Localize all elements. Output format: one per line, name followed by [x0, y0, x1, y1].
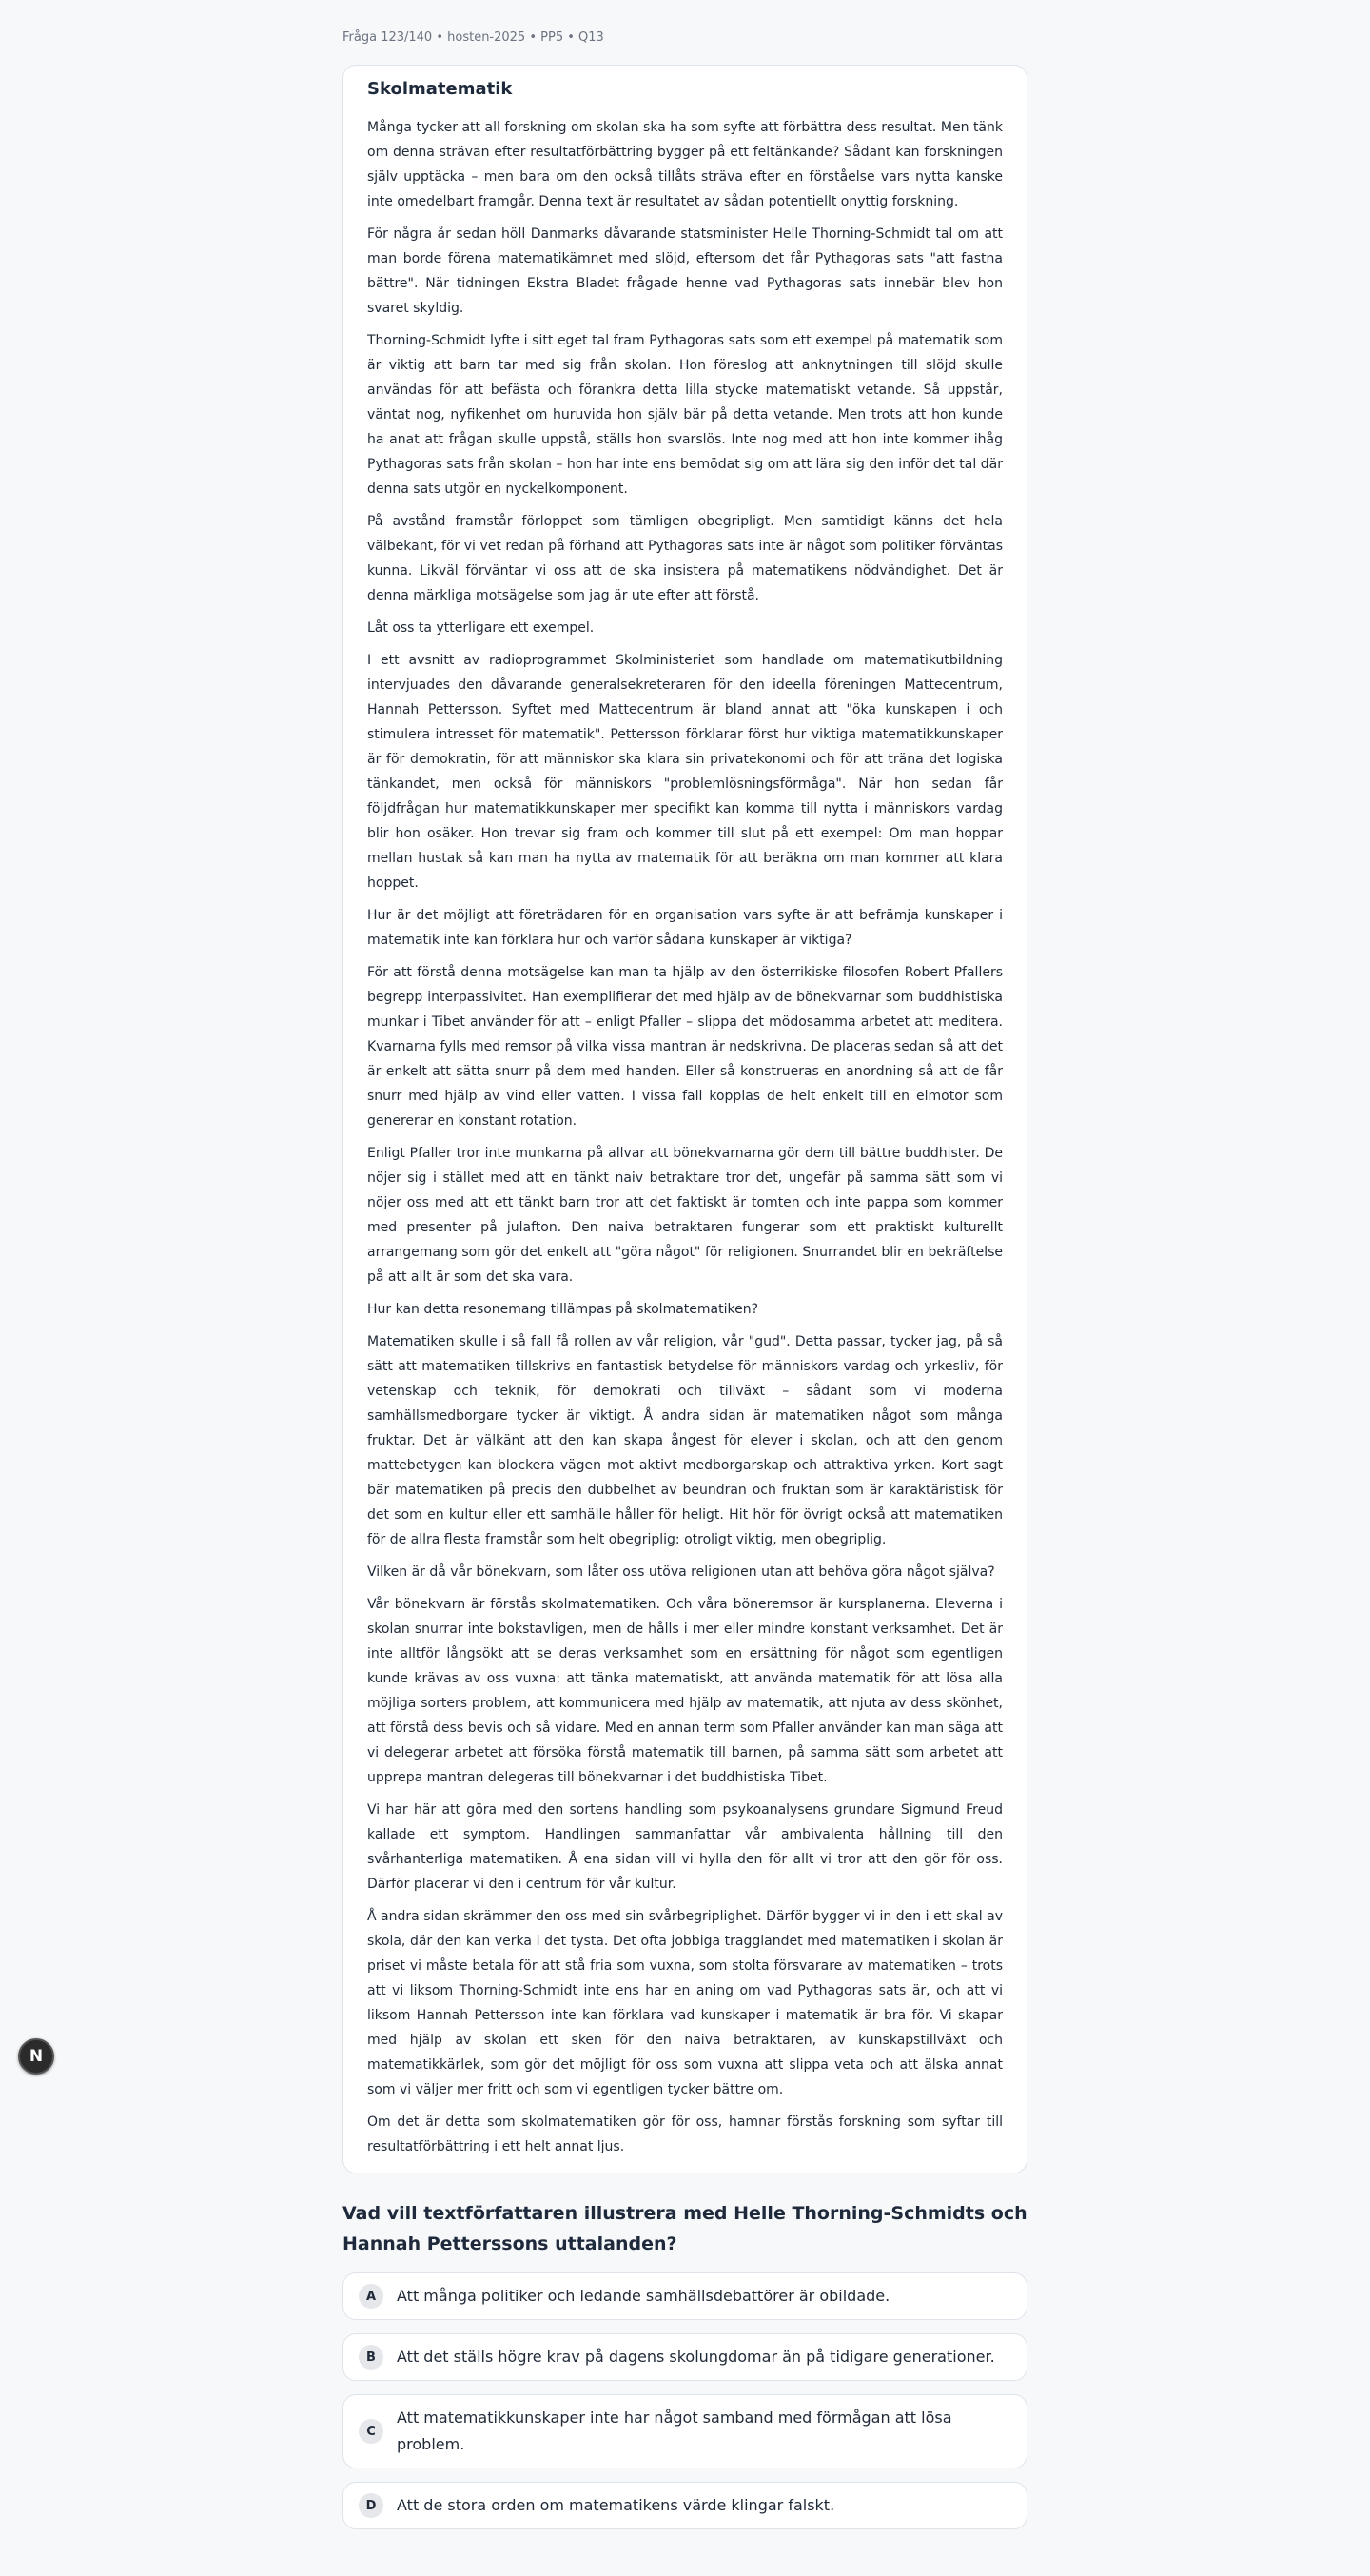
option-letter-badge: C [359, 2419, 383, 2444]
article-paragraph: Vi har här att göra med den sortens handling som psykoanalysens grundare Sigmund Freud kallade ett symptom. Handlingen sammanfattar vår ambivalenta hållning till den svårhanterliga matematiken. Å ena sidan vill vi hylla den för allt vi tror att den gör för oss. Därför placerar vi den i centrum för vår kultur. [367, 1802, 1003, 1892]
main-column [342, 0, 1028, 2543]
article-paragraph: För några år sedan höll Danmarks dåvarande statsminister Helle Thorning-Schmidt tal om att man borde förena matematikämnet med slöjd, eftersom det får Pythagoras sats "att fastna bättre". När tidningen Ekstra Bladet frågade henne vad Pythagoras sats innebär blev hon svaret skyldig. [367, 226, 1003, 316]
n-logo-icon: N [29, 2047, 44, 2066]
article-paragraph: Thorning-Schmidt lyfte i sitt eget tal fram Pythagoras sats som ett exempel på matematik som är viktig att barn tar med sig från skolan. Hon föreslog att anknytningen till slöjd skulle användas för att befästa och förankra detta lilla stycke matematiskt vetande. Så uppstår, väntat nog, nyfikenhet om huruvida hon själv bär på detta vetande. Men trots att hon kunde ha anat att frågan skulle uppstå, ställs hon svarslös. Inte nog med att hon inte kommer ihåg Pythagoras sats från skolan – hon har inte ens bemödat sig om att lära sig den inför det tal där denna sats utgör en nyckelkomponent. [367, 333, 1003, 497]
article-paragraph: Vår bönekvarn är förstås skolmatematiken. Och våra böneremsor är kursplanerna. Eleverna i skolan snurrar inte bokstavligen, men de hålls i mer eller mindre konstant verksamhet. Det är inte alltför långsökt att se deras verksamhet som en ersättning för något som egentligen kunde krävas av oss vuxna: att tänka matematiskt, att använda matematik för att lösa alla möjliga sorters problem, att kommunicera med hjälp av matematik, att njuta av dess skönhet, att förstå dess bevis och så vidare. Med en annan term som Pfaller använder kan man säga att vi delegerar arbetet att försöka förstå matematik till barnen, på samma sätt som arbetet att upprepa mantran delegeras till bönekvarnar i det buddhistiska Tibet. [367, 1597, 1003, 1785]
article-paragraph: Hur är det möjligt att företrädaren för en organisation vars syfte är att befrämja kunskaper i matematik inte kan förklara hur och varför sådana kunskaper är viktiga? [367, 908, 1003, 948]
option-text: Att det ställs högre krav på dagens skolungdomar än på tidigare generationer. [397, 2348, 995, 2366]
option-letter-badge: B [359, 2345, 383, 2370]
option-b[interactable] [342, 2333, 1028, 2381]
article-paragraph: Enligt Pfaller tror inte munkarna på allvar att bönekvarnarna gör dem till bättre buddhister. De nöjer sig i stället med att en tänkt naiv betraktare tror det, ungefär på samma sätt som vi nöjer oss med att ett tänkt barn tror att det faktiskt är tomten och inte pappa som kommer med presenter på julafton. Den naiva betraktaren fungerar som ett praktiskt kulturellt arrangemang som gör det enkelt att "göra något" för religionen. Snurrandet blir en bekräftelse på att allt är som det ska vara. [367, 1146, 1003, 1285]
article-paragraph: Matematiken skulle i så fall få rollen av vår religion, vår "gud". Detta passar, tycker jag, på så sätt att matematiken tillskrivs en fantastisk betydelse för människors vardag och yrkesliv, för vetenskap och teknik, för demokrati och tillväxt – sådant som vi moderna samhällsmedborgare tycker är viktigt. Å andra sidan är matematiken något som många fruktar. Det är välkänt att den kan skapa ångest för elever i skolan, och att den genom mattebetygen kan blockera vägen mot aktivt medborgarskap och attraktiva yrken. Kort sagt bär matematiken på precis den dubbelhet av beundran och fruktan som är karaktäristisk för det som en kultur eller ett samhälle håller för heligt. Hit hör för övrigt också att matematiken för de allra flesta framstår som helt obegriplig: otroligt viktig, men obegriplig. [367, 1334, 1003, 1547]
option-text: Att de stora orden om matematikens värde klingar falskt. [397, 2496, 835, 2514]
floating-assistant-button[interactable] [18, 2038, 54, 2075]
question-text: Vad vill textförfattaren illustrera med Helle Thorning-Schmidts och Hannah Petterssons uttalanden? [342, 2203, 1028, 2254]
option-text: Att matematikkunskaper inte har något samband med förmågan att lösa problem. [397, 2409, 952, 2453]
article-paragraph: Många tycker att all forskning om skolan ska ha som syfte att förbättra dess resultat. Men tänk om denna strävan efter resultatförbättring bygger på ett feltänkande? Sådant kan forskningen själv upptäcka – men bara om den också tillåts sträva efter en förståelse vars nytta kanske inte omedelbart framgår. Denna text är resultatet av sådan potentiellt onyttig forskning. [367, 120, 1003, 209]
article-title: Skolmatematik [367, 79, 513, 99]
option-letter-badge: D [359, 2493, 383, 2518]
option-d[interactable] [342, 2482, 1028, 2529]
article-paragraph: För att förstå denna motsägelse kan man ta hjälp av den österrikiske filosofen Robert Pfallers begrepp interpassivitet. Han exemplifierar det med hjälp av de bönekvarnar som buddhistiska munkar i Tibet använder för att – enligt Pfaller – slippa det mödosamma arbetet att meditera. Kvarnarna fylls med remsor på vilka vissa mantran är nedskrivna. De placeras sedan så att det är enkelt att sätta snurr på dem med handen. Eller så konstrueras en anordning så att de får snurr med hjälp av vind eller vatten. I vissa fall kopplas de helt enkelt till en elmotor som genererar en konstant rotation. [367, 965, 1003, 1129]
article-card [342, 65, 1028, 2173]
article-paragraph: Å andra sidan skrämmer den oss med sin svårbegriplighet. Därför bygger vi in den i ett skal av skola, där den kan verka i det tysta. Det ofta jobbiga tragglandet med matematiken i skolan är priset vi måste betala för att stå fria som vuxna, som stolta försvarare av matematiken – trots att vi liksom Thorning-Schmidt inte ens har en aning om vad Pythagoras sats är, och att vi liksom Hannah Pettersson inte kan förklara vad kunskaper i matematik är bra för. Vi skapar med hjälp av skolan ett sken för den naiva betraktaren, av kunskapstillväxt och matematikkärlek, som gör det möjligt för oss som vuxna att slippa veta och att älska annat som vi väljer mer fritt och som vi egentligen tycker bättre om. [367, 1909, 1003, 2097]
article-paragraph: Hur kan detta resonemang tillämpas på skolmatematiken? [367, 1302, 759, 1317]
option-c[interactable] [342, 2394, 1028, 2468]
option-text: Att många politiker och ledande samhällsdebattörer är obildade. [397, 2287, 890, 2305]
article-paragraph: På avstånd framstår förloppet som tämligen obegripligt. Men samtidigt känns det hela välbekant, för vi vet redan på förhand att Pythagoras sats inte är något som politiker förväntas kunna. Likväl förväntar vi oss att de ska insistera på matematikens nödvändighet. Det är denna märkliga motsägelse som jag är ute efter att förstå. [367, 514, 1003, 603]
option-letter-badge: A [359, 2284, 383, 2309]
article-paragraph: Om det är detta som skolmatematiken gör för oss, hamnar förstås forskning som syftar till resultatförbättring i ett helt annat ljus. [367, 2114, 1003, 2154]
article-paragraph: Vilken är då vår bönekvarn, som låter oss utöva religionen utan att behöva göra något själva? [367, 1564, 995, 1580]
article-paragraph: I ett avsnitt av radioprogrammet Skolministeriet som handlade om matematikutbildning intervjuades den dåvarande generalsekreteraren för den ideella föreningen Mattecentrum, Hannah Pettersson. Syftet med Mattecentrum är bland annat att "öka kunskapen i och stimulera intresset för matematik". Pettersson förklarar först hur viktiga matematikkunskaper är för demokratin, för att människor ska klara sin privatekonomi och för att träna det logiska tänkandet, men också för människors "problemlösningsförmåga". När hon sedan får följdfrågan hur matematikkunskaper mer specifikt kan komma till nytta i människors vardag blir hon osäker. Hon trevar sig fram och kommer till slut på ett exempel: Om man hoppar mellan hustak så kan man ha nytta av matematik för att beräkna om man kommer att klara hoppet. [367, 653, 1003, 891]
option-a[interactable] [342, 2272, 1028, 2320]
article-paragraph: Låt oss ta ytterligare ett exempel. [367, 620, 595, 636]
question-meta: Fråga 123/140 • hosten-2025 • PP5 • Q13 [342, 30, 604, 45]
answer-options [342, 2272, 1028, 2529]
